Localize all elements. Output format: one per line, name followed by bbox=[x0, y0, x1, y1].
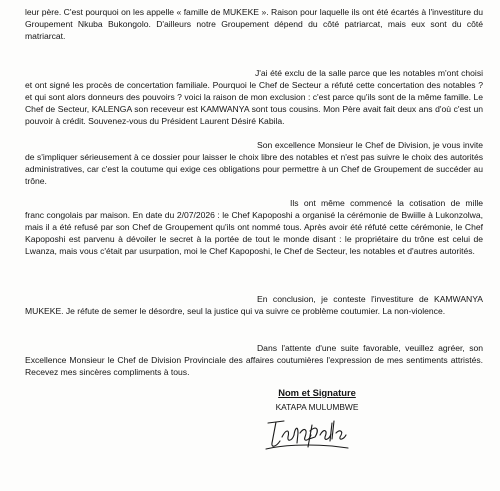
handwritten-signature bbox=[262, 415, 352, 455]
paragraph-closing: Dans l'attente d'une suite favorable, veuillez agréer, son Excellence Monsieur le Chef de Division Provinciale des affaires coutumières l'expression de mes sentiments attristés. Recevez mes sincères compliments à tous. bbox=[25, 343, 483, 378]
paragraph-exclusion: J'ai été exclu de la salle parce que les notables m'ont choisi et ont signé les procès de concertation familiale. Pourquoi le Chef de Secteur a réfuté cette concertation des notables ? et qui sont alors donneurs des pouvoirs ? voici la raison de mon exclusion : c'est parce qu'ils sont de la même famille. Le Chef de Secteur, KALENGA son receveur est KAMWANYA sont tous cousins. Mon Père avait fait deux ans d'où c'est un pouvoir à crédit. Souvenez-vous du Président Laurent Désiré Kabila. bbox=[25, 68, 483, 127]
paragraph-contribution: Ils ont même commencé la cotisation de mille franc congolais par maison. En date du 2/07/2026 : le Chef Kapoposhi a organisé la cérémonie de Bwiille à Lukonzolwa, mais il a été refusé par son Chef de Groupement qu'ils ont nommé tous. Après avoir été réfuté cette cérémonie, le Chef Kapoposhi est parvenu à dévoiler le secret à la portée de tout le monde disant : le propriétaire du trône est celui de Lwanza, mais vous c'était par usurpation, moi le Chef Kapoposhi, le Chef de Secteur, les notables et d'autres autorités. bbox=[25, 198, 483, 257]
paragraph-conclusion: En conclusion, je conteste l'investiture de KAMWANYA MUKEKE. Je réfute de semer le désordre, seul la justice qui va suivre ce problème coutumier. La non-violence. bbox=[25, 294, 483, 317]
signature-heading: Nom et Signature bbox=[278, 387, 356, 398]
signer-name: KATAPA MULUMBWE bbox=[275, 402, 359, 412]
paragraph-intro: leur père. C'est pourquoi on les appelle « famille de MUKEKE ». Raison pour laquelle ils ont été écartés à l'investiture du Groupement Nkuba Bukongolo. D'ailleurs notre Groupement dépend du côté patriarcat, mais eux sont du côté matriarcat. bbox=[25, 7, 483, 42]
signature-block bbox=[257, 387, 377, 413]
paragraph-appeal: Son excellence Monsieur le Chef de Division, je vous invite de s'impliquer sérieusement à ce dossier pour laisser le choix libre des notables et n'est pas suivre le choix des autorités administratives, car c'est la coutume qui exige ces obligations pour permettre à un Chef de Groupement de succéder au trône. bbox=[25, 140, 483, 187]
